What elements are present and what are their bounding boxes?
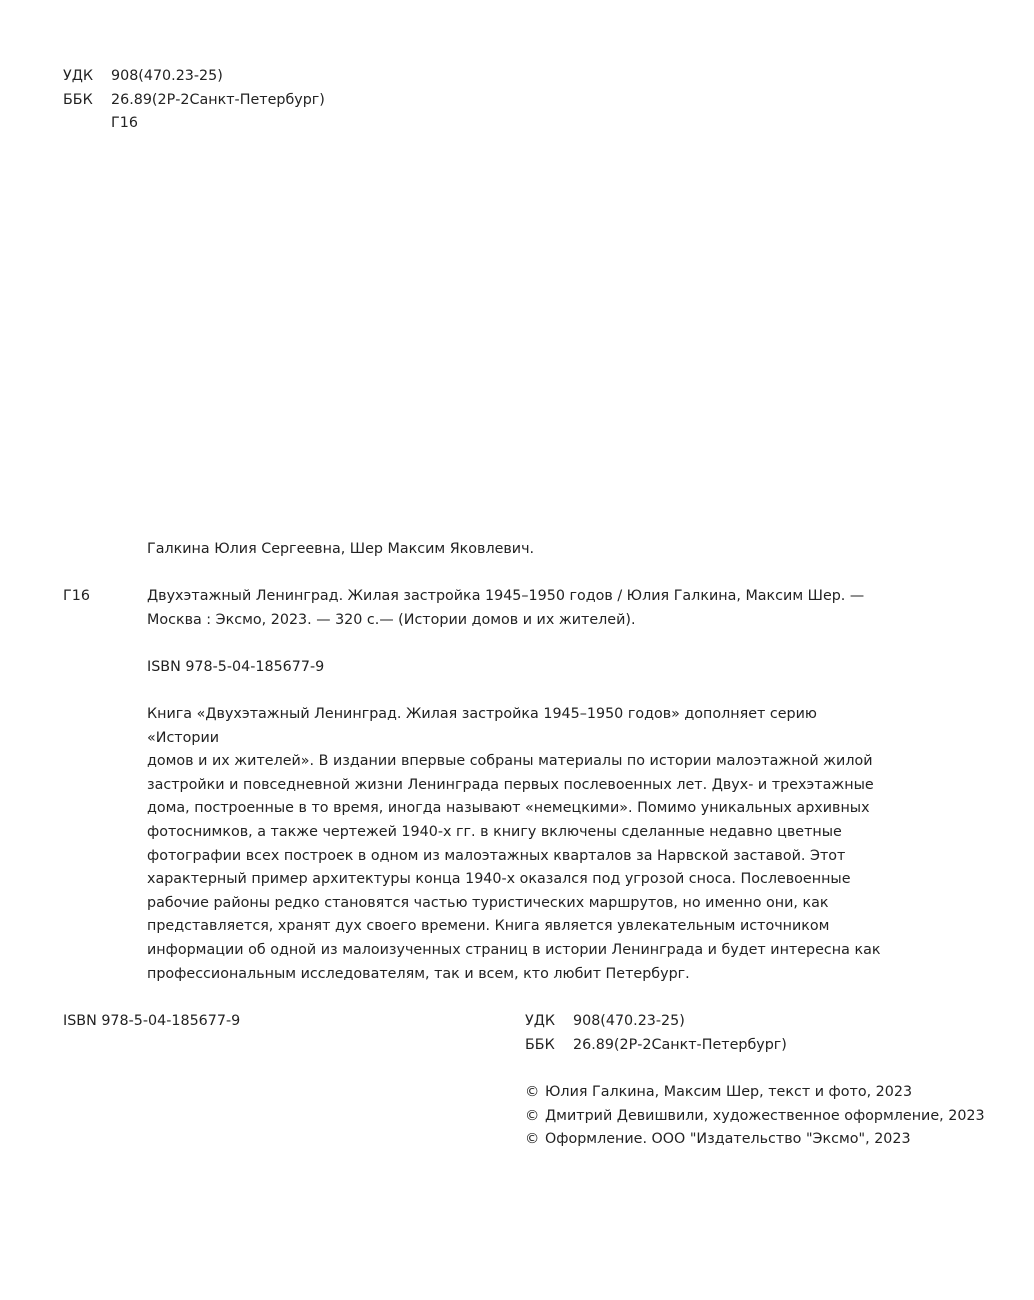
udk-label: УДК bbox=[63, 68, 94, 84]
annotation-line: застройки и повседневной жизни Ленинграда первых послевоенных лет. Двух- и трехэтажные bbox=[147, 776, 874, 793]
catalog-title bbox=[147, 585, 867, 632]
copyright-line bbox=[525, 1128, 1005, 1152]
annotation-line: домов и их жителей». В издании впервые собраны материалы по истории малоэтажной жилой bbox=[147, 753, 873, 770]
catalog-isbn: ISBN 978-5-04-185677-9 bbox=[147, 659, 325, 675]
bbk-value: 26.89(2Р-2Санкт-Петербург) bbox=[111, 91, 325, 108]
authors-line: Галкина Юлия Сергеевна, Шер Максим Яковлевич. bbox=[147, 541, 535, 557]
bottom-bbk-row bbox=[525, 1034, 787, 1058]
bottom-udk-value: 908(470.23-25) bbox=[573, 1013, 685, 1029]
annotation bbox=[147, 703, 892, 986]
bbk-label: ББК bbox=[63, 91, 93, 108]
bottom-isbn: ISBN 978-5-04-185677-9 bbox=[63, 1013, 241, 1029]
bottom-udk-row bbox=[525, 1010, 787, 1034]
annotation-line: фотографии всех построек в одном из малоэтажных кварталов за Нарвской заставой. Этот bbox=[147, 847, 846, 864]
copyright-text: Юлия Галкина, Максим Шер, текст и фото, 2023 bbox=[545, 1084, 913, 1100]
annotation-line: представляется, хранят дух своего времени. Книга является увлекательным источником bbox=[147, 918, 830, 935]
bbk-row bbox=[63, 89, 325, 113]
bottom-classification bbox=[525, 1010, 787, 1057]
annotation-line: профессиональным исследователям, так и всем, кто любит Петербург. bbox=[147, 965, 690, 982]
bottom-udk-label: УДК bbox=[525, 1013, 556, 1029]
copyright-block bbox=[525, 1081, 1005, 1152]
copyright-icon: © bbox=[525, 1131, 540, 1148]
top-classification bbox=[63, 65, 325, 136]
author-mark: Г16 bbox=[111, 115, 138, 132]
annotation-line: фотоснимков, а также чертежей 1940-х гг. в книгу включены сделанные недавно цветные bbox=[147, 823, 842, 840]
catalog-title-line: Москва : Эксмо, 2023. — 320 с.— (Истории домов и их жителей). bbox=[147, 611, 636, 628]
copyright-line bbox=[525, 1081, 1005, 1105]
catalog-title-line: Двухэтажный Ленинград. Жилая застройка 1945–1950 годов / Юлия Галкина, Максим Шер. — bbox=[147, 588, 865, 604]
copyright-text: Оформление. ООО "Издательство "Эксмо", 2023 bbox=[545, 1131, 911, 1148]
copyright-icon: © bbox=[525, 1107, 540, 1124]
annotation-line: дома, построенные в то время, иногда называют «немецкими». Помимо уникальных архивных bbox=[147, 800, 870, 817]
catalog-code: Г16 bbox=[63, 588, 90, 604]
bottom-bbk-label: ББК bbox=[525, 1036, 555, 1053]
annotation-line: информации об одной из малоизученных страниц в истории Ленинграда и будет интересна как bbox=[147, 941, 881, 958]
annotation-line: Книга «Двухэтажный Ленинград. Жилая застройка 1945–1950 годов» дополняет серию «Истории bbox=[147, 706, 817, 746]
copyright-line bbox=[525, 1105, 1005, 1129]
copyright-text: Дмитрий Девишвили, художественное оформление, 2023 bbox=[545, 1107, 985, 1124]
annotation-line: характерный пример архитектуры конца 1940-х оказался под угрозой сноса. Послевоенные bbox=[147, 871, 851, 888]
annotation-line: рабочие районы редко становятся частью туристических маршрутов, но именно они, как bbox=[147, 894, 829, 911]
udk-row bbox=[63, 65, 325, 89]
bottom-bbk-value: 26.89(2Р-2Санкт-Петербург) bbox=[573, 1036, 787, 1053]
copyright-icon: © bbox=[525, 1084, 540, 1100]
udk-value: 908(470.23-25) bbox=[111, 68, 223, 84]
